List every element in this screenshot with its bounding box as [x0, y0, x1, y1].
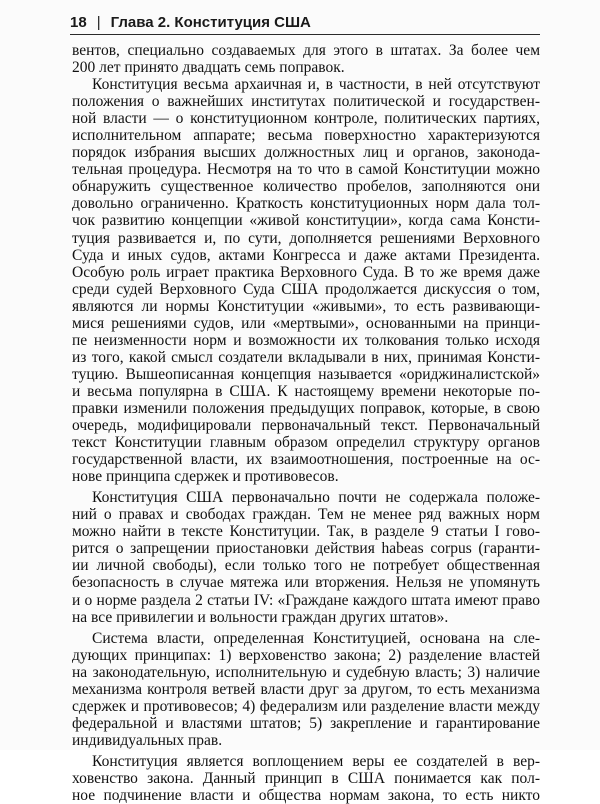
text-line: тельная процедура. Несмотря на то что в самой Конституции можно: [72, 161, 540, 179]
text-line: и о норме раздела 2 статьи IV: «Граждане каждого штата имеют право: [72, 591, 540, 609]
text-line: индивидуальных прав.: [72, 731, 223, 749]
text-line: рится о запрещении приостановки действия habeas corpus (гаранти-: [72, 540, 540, 558]
text-line: порядок избрания высших должностных лиц и органов, законода-: [72, 144, 540, 162]
text-line: обнаружить существенное количество пробелов, заполняются они: [72, 178, 540, 196]
text-line: Конституция США первоначально почти не содержала положе-: [92, 489, 540, 507]
text-line: можно найти в тексте Конституции. Так, в разделе 9 статьи I гово-: [72, 523, 540, 541]
text-line: являются ли нормы Конституции «живыми», то есть развивающи-: [72, 297, 540, 315]
text-line: государственной власти, их взаимоотношения, построенные на ос-: [72, 451, 540, 469]
text-line: на все привилегии и вольности граждан других штатов».: [72, 608, 449, 626]
text-line: безопасность в случае мятежа или вторжения. Нельзя не упомянуть: [72, 574, 540, 592]
text-line: очередь, модифицировали первоначальный текст. Первоначальный: [72, 417, 540, 435]
paragraph: [72, 76, 540, 485]
text-line: из того, какой смысл создатели вкладывали в них, принимая Консти-: [72, 348, 540, 366]
text-line: ии личной свободы), если только того не потребует общественная: [72, 557, 540, 575]
text-line: ное подчинение власти и общества нормам закона, то есть никто: [72, 787, 540, 804]
text-line: чок развитию концепции «живой конституции», когда сама Консти-: [72, 212, 540, 230]
text-line: положения о важнейших институтах политической и государствен-: [72, 93, 540, 111]
text-line: Конституция весьма архаичная и, в частности, в ней отсутствуют: [92, 76, 540, 94]
text-line: федеральной и властями штатов; 5) закрепление и гарантирование: [72, 714, 540, 732]
text-line: Система власти, определенная Конституцией, основана на сле-: [92, 629, 540, 647]
text-line: ховенство закона. Данный принцип в США понимается как пол-: [72, 769, 540, 787]
body-text: [72, 42, 540, 804]
text-line: пе неизменности норм и возможности их толкования только исходя: [72, 331, 540, 349]
text-line: туцию. Вышеописанная концепция называется «ориджиналистской»: [72, 365, 540, 383]
text-line: ной власти — о конституционном контроле, политических партиях,: [72, 110, 540, 128]
text-line: правки изменили положения предыдущих поправок, которые, в свою: [72, 399, 540, 417]
text-line: вентов, специально создаваемых для этого в штатах. За более чем: [72, 42, 540, 59]
text-line: механизма контроля ветвей власти друг за другом, то есть механизма: [72, 680, 540, 698]
running-header: [70, 10, 540, 35]
text-line: текст Конституции главным образом определил структуру органов: [72, 434, 540, 452]
text-line: среди судей Верховного Суда США продолжается дискуссия о том,: [72, 280, 540, 298]
text-line: мися решениями судов, или «мертвыми», основанными на принци-: [72, 314, 540, 332]
paragraph: [72, 489, 540, 625]
text-line: нове принципа сдержек и противовесов.: [72, 468, 339, 486]
text-line: ний о правах и свободах граждан. Тем не менее ряд важных норм: [72, 506, 540, 524]
chapter-title: Глава 2. Конституция США: [110, 13, 311, 31]
text-line: на законодательную, исполнительную и судебную власть; 3) наличие: [72, 663, 540, 681]
text-line: Особую роль играет практика Верховного Суда. В то же время даже: [72, 263, 540, 281]
text-line: дующих принципах: 1) верховенство закона; 2) разделение властей: [72, 646, 540, 664]
text-line: сдержек и противовесов; 4) федерализм или разделение власти между: [72, 697, 540, 715]
text-line: довольно ограниченно. Краткость конституционных норм дала тол-: [72, 195, 540, 213]
paragraph: [72, 42, 540, 76]
text-line: 200 лет принято двадцать семь поправок.: [72, 59, 345, 77]
text-line: исполнительном аппарате; весьма поверхностно характеризуются: [72, 127, 540, 145]
paragraph: [72, 630, 540, 749]
text-line: и весьма популярна в США. К настоящему времени некоторые по-: [72, 382, 540, 400]
text-line: Суда и иных судов, актами Конгресса и даже актами Президента.: [72, 246, 540, 264]
text-line: туция развивается и, по сути, дополняется решениями Верховного: [72, 229, 540, 247]
text-line: Конституция является воплощением веры ее создателей в вер-: [92, 752, 540, 770]
paragraph: [72, 753, 540, 804]
page-number: 18: [70, 13, 87, 31]
header-separator: |: [96, 13, 101, 31]
